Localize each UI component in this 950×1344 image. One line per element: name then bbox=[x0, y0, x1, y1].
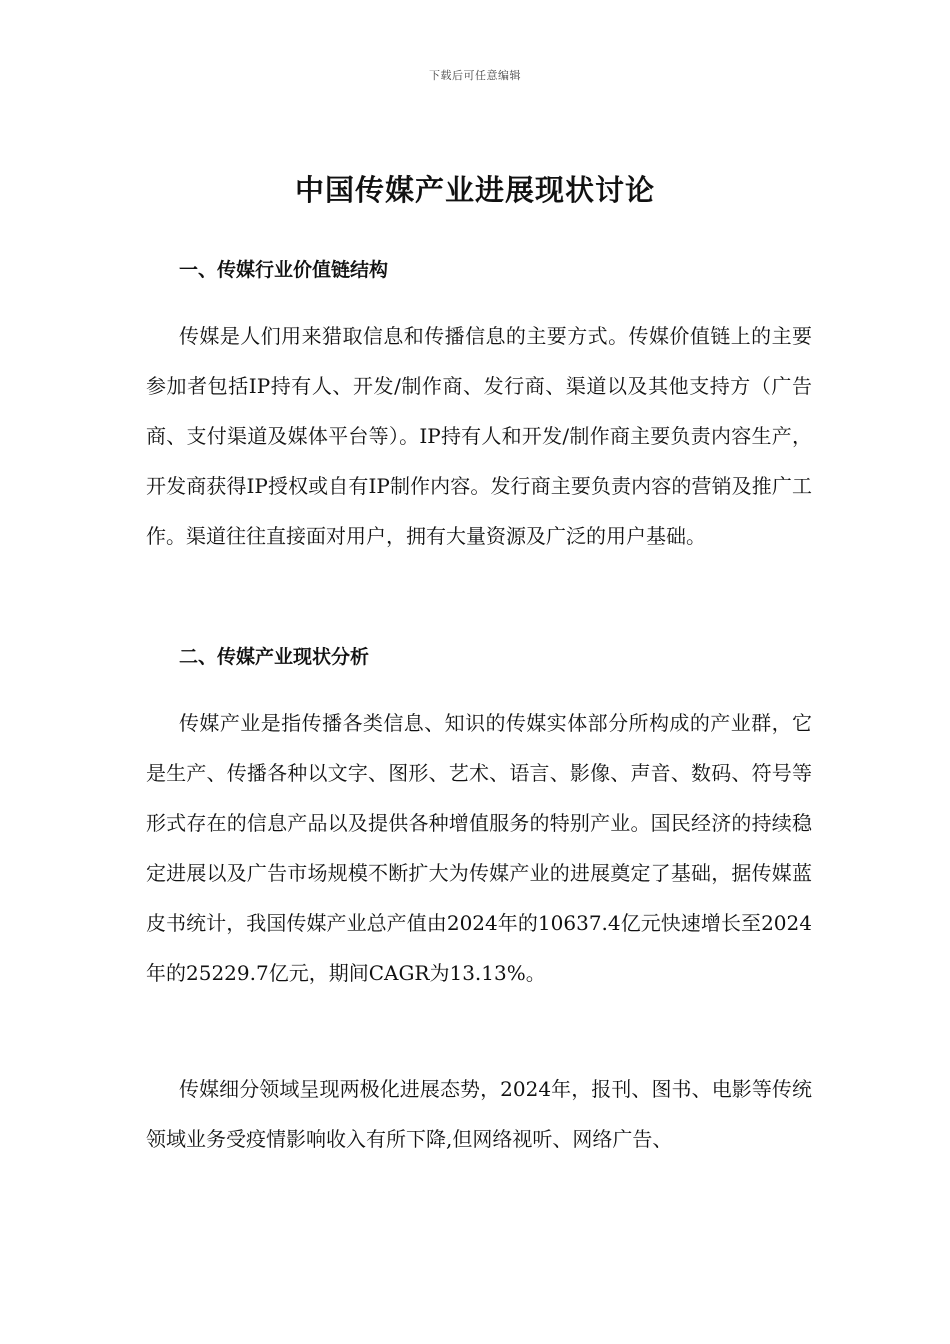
section-heading-value-chain: 一、传媒行业价值链结构 bbox=[179, 259, 389, 281]
paragraph-value-chain: 传媒是人们用来猎取信息和传播信息的主要方式。传媒价值链上的主要参加者包括IP持有人、开发/制作商、发行商、渠道以及其他支持方（广告商、支付渠道及媒体平台等）。IP持有人和开发/制作商主要负责内容生产，开发商获得IP授权或自有IP制作内容。发行商主要负责内容的营销及推广工作。渠道往往直接面对用户，拥有大量资源及广泛的用户基础。 bbox=[146, 324, 812, 548]
paragraph-segment-trends: 传媒细分领域呈现两极化进展态势，2024年，报刊、图书、电影等传统领域业务受疫情影响收入有所下降,但网络视听、网络广告、 bbox=[146, 1077, 812, 1151]
section-heading-industry-status: 二、传媒产业现状分析 bbox=[179, 646, 370, 668]
paragraph-industry-status: 传媒产业是指传播各类信息、知识的传媒实体部分所构成的产业群，它是生产、传播各种以文字、图形、艺术、语言、影像、声音、数码、符号等形式存在的信息产品以及提供各种增值服务的特别产业。国民经济的持续稳定进展以及广告市场规模不断扩大为传媒产业的进展奠定了基础，据传媒蓝皮书统计，我国传媒产业总产值由2024年的10637.4亿元快速增长至2024年的25229.7亿元，期间CAGR为13.13%。 bbox=[146, 711, 812, 985]
header-note: 下载后可任意编辑 bbox=[429, 69, 521, 82]
document-title: 中国传媒产业进展现状讨论 bbox=[294, 173, 655, 207]
